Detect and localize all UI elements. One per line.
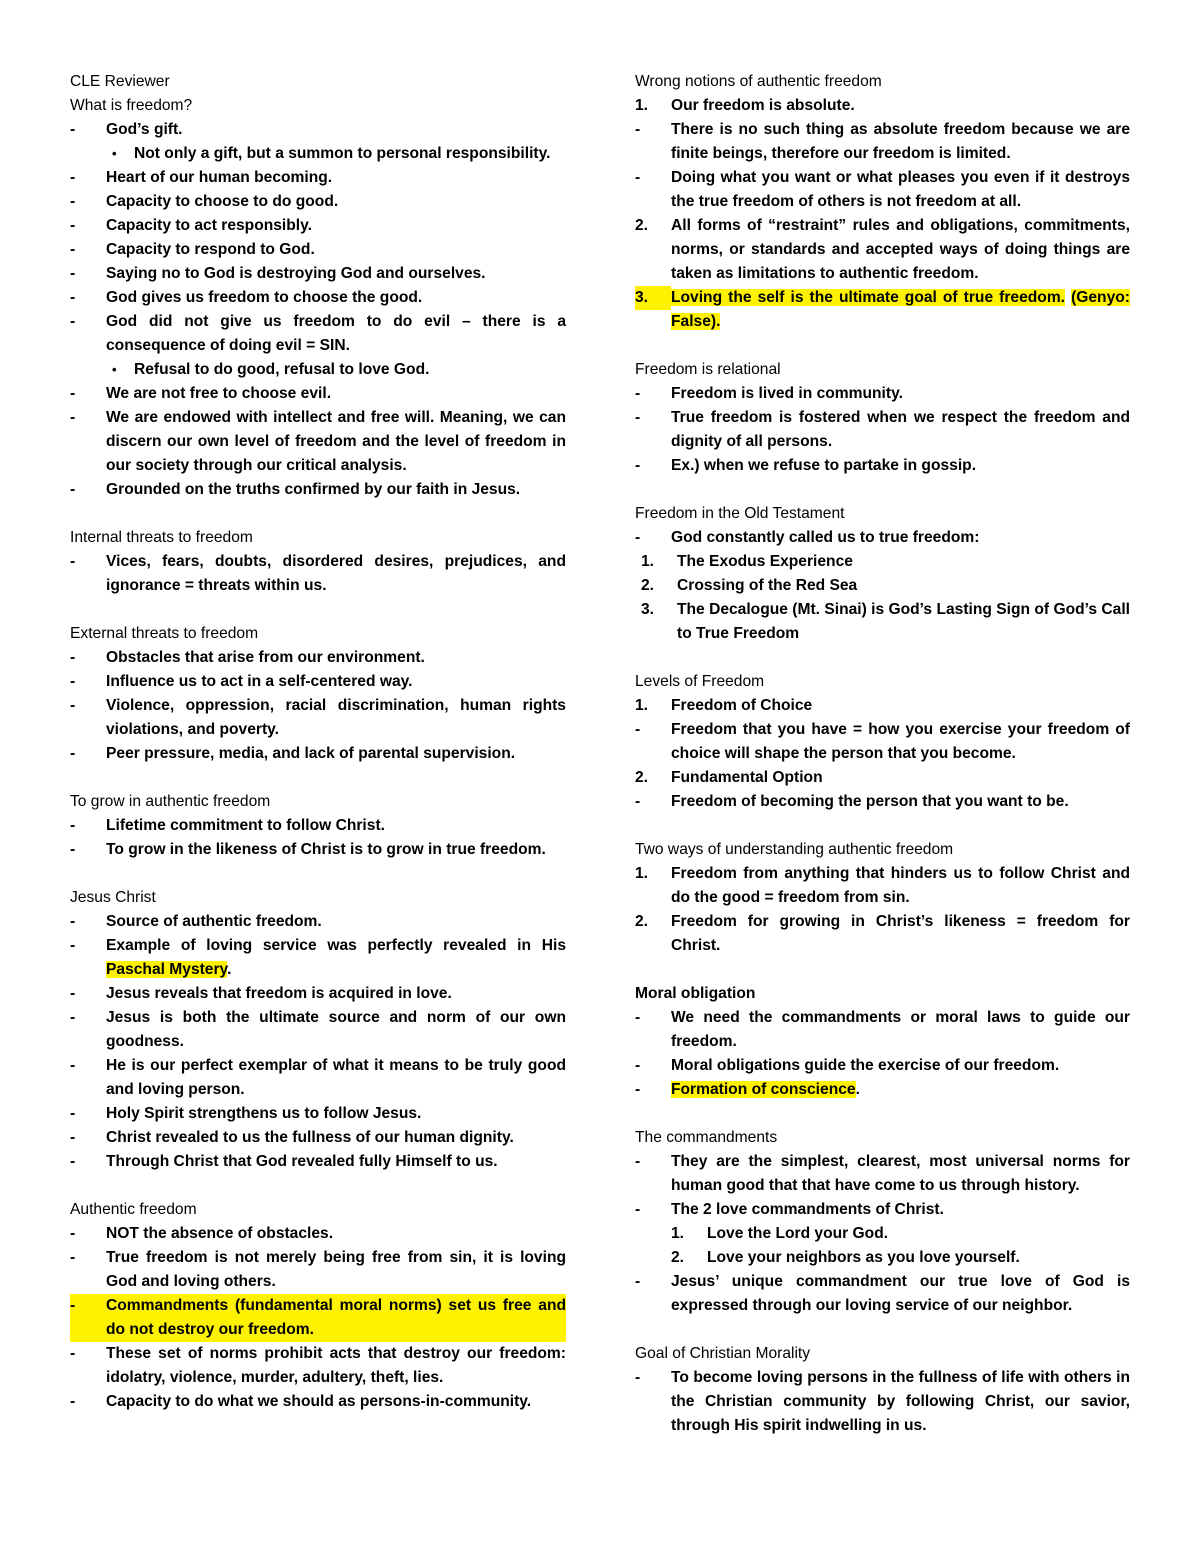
dash-marker: -: [635, 409, 641, 426]
dash-marker: -: [70, 289, 76, 306]
section-two-ways: [635, 838, 1130, 958]
number-marker: 1.: [635, 697, 649, 714]
left-column: [70, 70, 566, 1414]
list-item: - Capacity to do what we should as persons-in-community.: [70, 1390, 566, 1414]
dash-marker: -: [70, 241, 76, 258]
list-item: - Doing what you want or what pleases you even if it destroys the true freedom of others is not freedom at all.: [635, 166, 1130, 214]
section-heading: Freedom in the Old Testament: [635, 505, 845, 522]
list-item: - Holy Spirit strengthens us to follow Jesus.: [70, 1102, 566, 1126]
list-item: - Heart of our human becoming.: [70, 166, 566, 190]
dash-marker: -: [635, 1057, 641, 1074]
list-item: - There is no such thing as absolute freedom because we are finite beings, therefore our freedom is limited.: [635, 118, 1130, 166]
dash-marker: -: [70, 1105, 76, 1122]
list-item: - We are not free to choose evil.: [70, 382, 566, 406]
list-item: - True freedom is not merely being free from sin, it is loving God and loving others.: [70, 1246, 566, 1294]
bullet-icon: •: [112, 146, 117, 161]
section-heading: The commandments: [635, 1129, 778, 1146]
dash-marker: -: [70, 385, 76, 402]
section-commandments: [635, 1126, 1130, 1318]
dash-marker: -: [635, 1273, 641, 1290]
list-item: - We are endowed with intellect and free will. Meaning, we can discern our own level of freedom and the level of freedom in our society through our critical analysis.: [70, 406, 566, 478]
list-item: - Peer pressure, media, and lack of parental supervision.: [70, 742, 566, 766]
list-item: - Capacity to act responsibly.: [70, 214, 566, 238]
list-item: - Christ revealed to us the fullness of our human dignity.: [70, 1126, 566, 1150]
numbered-item: 1. Freedom of Choice: [635, 694, 1130, 718]
dash-marker: -: [635, 385, 641, 402]
list-item: - Freedom that you have = how you exercise your freedom of choice will shape the person that you become.: [635, 718, 1130, 766]
section-grow-authentic-freedom: [70, 790, 566, 862]
list-item: - Influence us to act in a self-centered way.: [70, 670, 566, 694]
dash-marker: -: [635, 1153, 641, 1170]
section-internal-threats: [70, 526, 566, 598]
right-column: [635, 70, 1130, 1438]
dash-marker: -: [70, 313, 76, 330]
highlight: Formation of conscience: [671, 1081, 856, 1098]
list-item: - Lifetime commitment to follow Christ.: [70, 814, 566, 838]
dash-marker: -: [70, 817, 76, 834]
section-goal-christian-morality: [635, 1342, 1130, 1438]
dash-marker: -: [70, 1345, 76, 1362]
dash-marker: -: [635, 1369, 641, 1386]
section-wrong-notions: [635, 70, 1130, 334]
dash-marker: -: [70, 553, 76, 570]
list-item: - To become loving persons in the fullness of life with others in the Christian community by following Christ, our savior, through His spirit indwelling in us.: [635, 1366, 1130, 1438]
number-marker: 3.: [635, 286, 671, 310]
section-heading: External threats to freedom: [70, 625, 259, 642]
number-marker: 2.: [635, 769, 649, 786]
numbered-sub-item: 2. Love your neighbors as you love yourself.: [635, 1246, 1130, 1270]
section-heading: Moral obligation: [635, 985, 756, 1002]
number-marker: 1.: [635, 97, 649, 114]
dash-marker: -: [70, 697, 76, 714]
section-heading: Jesus Christ: [70, 889, 156, 906]
list-item: - Through Christ that God revealed fully Himself to us.: [70, 1150, 566, 1174]
document-title: CLE Reviewer: [70, 73, 170, 90]
dash-marker: -: [70, 937, 76, 954]
numbered-item: 2. Crossing of the Red Sea: [635, 574, 1130, 598]
list-item: - To grow in the likeness of Christ is to grow in true freedom.: [70, 838, 566, 862]
dash-marker: -: [70, 1249, 76, 1266]
section-freedom-relational: [635, 358, 1130, 478]
number-marker: 2.: [635, 913, 649, 930]
numbered-item: 1. Freedom from anything that hinders us to follow Christ and do the good = freedom from sin.: [635, 862, 1130, 910]
dash-marker: -: [70, 1057, 76, 1074]
number-marker: 3.: [641, 601, 655, 618]
number-marker: 2.: [671, 1249, 685, 1266]
list-item: - Freedom is lived in community.: [635, 382, 1130, 406]
dash-marker: -: [635, 169, 641, 186]
list-item: - Capacity to respond to God.: [70, 238, 566, 262]
dash-marker: -: [70, 673, 76, 690]
dash-marker: -: [70, 1009, 76, 1026]
section-heading: Internal threats to freedom: [70, 529, 253, 546]
section-heading: Two ways of understanding authentic freedom: [635, 841, 954, 858]
numbered-item: 2. All forms of “restraint” rules and obligations, commitments, norms, or standards and accepted ways of doing things are taken as limitations to authentic freedom.: [635, 214, 1130, 286]
bullet-icon: •: [112, 362, 117, 377]
list-item: - True freedom is fostered when we respect the freedom and dignity of all persons.: [635, 406, 1130, 454]
dash-marker: -: [635, 721, 641, 738]
highlight: Paschal Mystery: [106, 961, 228, 978]
list-item: - Moral obligations guide the exercise of our freedom.: [635, 1054, 1130, 1078]
list-item: - Grounded on the truths confirmed by our faith in Jesus.: [70, 478, 566, 502]
section-heading: Authentic freedom: [70, 1201, 197, 1218]
numbered-item: 3. The Decalogue (Mt. Sinai) is God’s Lasting Sign of God’s Call to True Freedom: [635, 598, 1130, 646]
list-item: - Violence, oppression, racial discrimination, human rights violations, and poverty.: [70, 694, 566, 742]
dash-marker: -: [70, 745, 76, 762]
dash-marker: -: [635, 1201, 641, 1218]
dash-marker: -: [70, 1153, 76, 1170]
dash-marker: -: [635, 1081, 641, 1098]
list-item: - Source of authentic freedom.: [70, 910, 566, 934]
number-marker: 2.: [641, 577, 655, 594]
list-item: - Ex.) when we refuse to partake in gossip.: [635, 454, 1130, 478]
dash-marker: -: [70, 193, 76, 210]
dash-marker: -: [70, 409, 76, 426]
dash-marker: -: [635, 121, 641, 138]
numbered-item: 2. Fundamental Option: [635, 766, 1130, 790]
number-marker: 2.: [635, 217, 649, 234]
section-what-is-freedom: [70, 70, 566, 502]
dash-marker: -: [70, 1393, 76, 1410]
numbered-item: 1. Our freedom is absolute.: [635, 94, 1130, 118]
list-item: - Jesus reveals that freedom is acquired in love.: [70, 982, 566, 1006]
list-item: - Capacity to choose to do good.: [70, 190, 566, 214]
list-item: - God gives us freedom to choose the good.: [70, 286, 566, 310]
dash-marker: -: [70, 481, 76, 498]
section-jesus-christ: [70, 886, 566, 1174]
list-item: - He is our perfect exemplar of what it means to be truly good and loving person.: [70, 1054, 566, 1102]
numbered-sub-item: 1. Love the Lord your God.: [635, 1222, 1130, 1246]
list-item: - Jesus’ unique commandment our true love of God is expressed through our loving service of our neighbor.: [635, 1270, 1130, 1318]
dash-marker: -: [635, 529, 641, 546]
dash-marker: -: [70, 121, 76, 138]
section-moral-obligation: [635, 982, 1130, 1102]
list-item: - Formation of conscience.: [635, 1078, 1130, 1102]
dash-marker: -: [635, 1009, 641, 1026]
highlighted-list-item: - Commandments (fundamental moral norms) set us free and do not destroy our freedom.: [70, 1294, 566, 1342]
section-heading: To grow in authentic freedom: [70, 793, 271, 810]
dash-marker: -: [70, 169, 76, 186]
section-authentic-freedom: [70, 1198, 566, 1414]
section-heading: Wrong notions of authentic freedom: [635, 73, 882, 90]
list-item: - God’s gift.: [70, 118, 566, 142]
numbered-item: 2. Freedom for growing in Christ’s likeness = freedom for Christ.: [635, 910, 1130, 958]
section-heading: Levels of Freedom: [635, 673, 765, 690]
dash-marker: -: [70, 217, 76, 234]
list-item: - The 2 love commandments of Christ.: [635, 1198, 1130, 1222]
number-marker: 1.: [671, 1225, 685, 1242]
section-external-threats: [70, 622, 566, 766]
list-item: - Freedom of becoming the person that you want to be.: [635, 790, 1130, 814]
dash-marker: -: [70, 649, 76, 666]
section-heading: What is freedom?: [70, 97, 193, 114]
dash-marker: -: [70, 985, 76, 1002]
highlighted-numbered-item: 3. Loving the self is the ultimate goal of true freedom. (Genyo: False).: [635, 286, 1130, 334]
dash-marker: -: [70, 1297, 76, 1314]
list-item: - God constantly called us to true freedom:: [635, 526, 1130, 550]
numbered-item: 1. The Exodus Experience: [635, 550, 1130, 574]
list-item: - Jesus is both the ultimate source and norm of our own goodness.: [70, 1006, 566, 1054]
number-marker: 1.: [635, 865, 649, 882]
dash-marker: -: [70, 265, 76, 282]
list-item: - Vices, fears, doubts, disordered desires, prejudices, and ignorance = threats within us.: [70, 550, 566, 598]
section-heading: Freedom is relational: [635, 361, 781, 378]
list-item: - Saying no to God is destroying God and ourselves.: [70, 262, 566, 286]
list-item: - We need the commandments or moral laws to guide our freedom.: [635, 1006, 1130, 1054]
sub-list-item: • Not only a gift, but a summon to personal responsibility.: [70, 142, 566, 166]
sub-list-item: • Refusal to do good, refusal to love God.: [70, 358, 566, 382]
list-item: - NOT the absence of obstacles.: [70, 1222, 566, 1246]
dash-marker: -: [635, 457, 641, 474]
list-item: - These set of norms prohibit acts that destroy our freedom: idolatry, violence, murder, adultery, theft, lies.: [70, 1342, 566, 1390]
dash-marker: -: [70, 913, 76, 930]
number-marker: 1.: [641, 553, 655, 570]
dash-marker: -: [70, 1225, 76, 1242]
dash-marker: -: [70, 841, 76, 858]
dash-marker: -: [70, 1129, 76, 1146]
dash-marker: -: [635, 793, 641, 810]
list-item: - Obstacles that arise from our environment.: [70, 646, 566, 670]
list-item: - They are the simplest, clearest, most universal norms for human good that that have come to us through history.: [635, 1150, 1130, 1198]
list-item: - God did not give us freedom to do evil – there is a consequence of doing evil = SIN.: [70, 310, 566, 358]
section-old-testament: [635, 502, 1130, 646]
list-item: - Example of loving service was perfectly revealed in His Paschal Mystery.: [70, 934, 566, 982]
section-levels-of-freedom: [635, 670, 1130, 814]
section-heading: Goal of Christian Morality: [635, 1345, 811, 1362]
